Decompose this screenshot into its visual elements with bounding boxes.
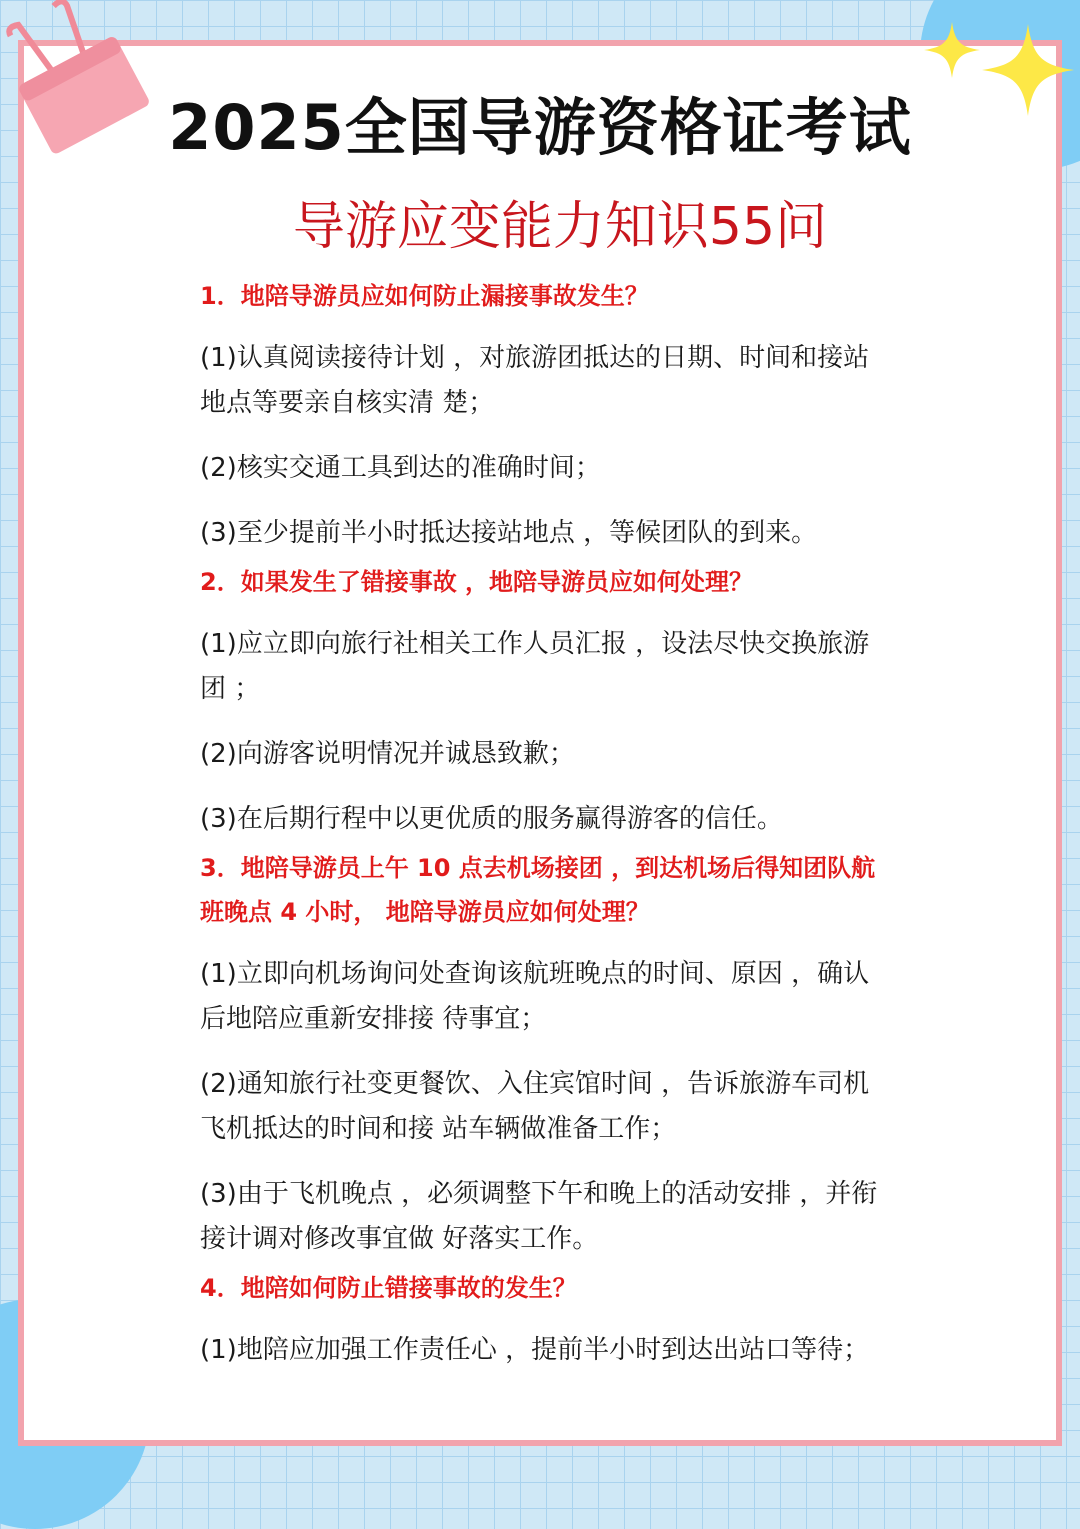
question-3: 3．地陪导游员上午 10 点去机场接团 ，到达机场后得知团队航班晚点 4 小时， 地陪导游员应如何处理？ <box>200 854 876 926</box>
answer-3-2: (2)通知旅行社变更餐饮、入住宾馆时间 ，告诉旅游车司机飞机抵达的时间和接 站车辆做准备工作； <box>200 1069 870 1144</box>
answer-1-1: (1)认真阅读接待计划 ，对旅游团抵达的日期、时间和接站地点等要亲自核实清 楚； <box>200 343 870 418</box>
question-1: 1．地陪导游员应如何防止漏接事故发生？ <box>200 282 649 310</box>
answer-3-3: (3)由于飞机晚点 ，必须调整下午和晚上的活动安排 ，并衔接计调对修改事宜做 好落实工作。 <box>200 1179 878 1254</box>
question-2: 2．如果发生了错接事故 ，地陪导游员应如何处理？ <box>200 568 754 596</box>
question-4: 4．地陪如何防止错接事故的发生？ <box>200 1274 577 1302</box>
sparkle-star-icon <box>924 22 980 78</box>
answer-2-1: (1)应立即向旅行社相关工作人员汇报 ，设法尽快交换旅游团 ； <box>200 629 870 704</box>
answer-1-3: (3)至少提前半小时抵达接站地点 ，等候团队的到来。 <box>200 518 818 548</box>
answer-2-3: (3)在后期行程中以更优质的服务赢得游客的信任。 <box>200 804 783 834</box>
answer-4-1: (1)地陪应加强工作责任心 ，提前半小时到达出站口等待； <box>200 1335 870 1365</box>
answer-2-2: (2)向游客说明情况并诚恳致歉； <box>200 739 575 769</box>
page-subtitle: 导游应变能力知识55问 <box>292 197 828 257</box>
page-title: 2025全国导游资格证考试 <box>168 91 912 164</box>
answer-1-2: (2)核实交通工具到达的准确时间； <box>200 453 601 483</box>
qa-list <box>200 274 890 1373</box>
answer-3-1: (1)立即向机场询问处查询该航班晚点的时间、原因 ，确认后地陪应重新安排接 待事宜； <box>200 959 870 1034</box>
